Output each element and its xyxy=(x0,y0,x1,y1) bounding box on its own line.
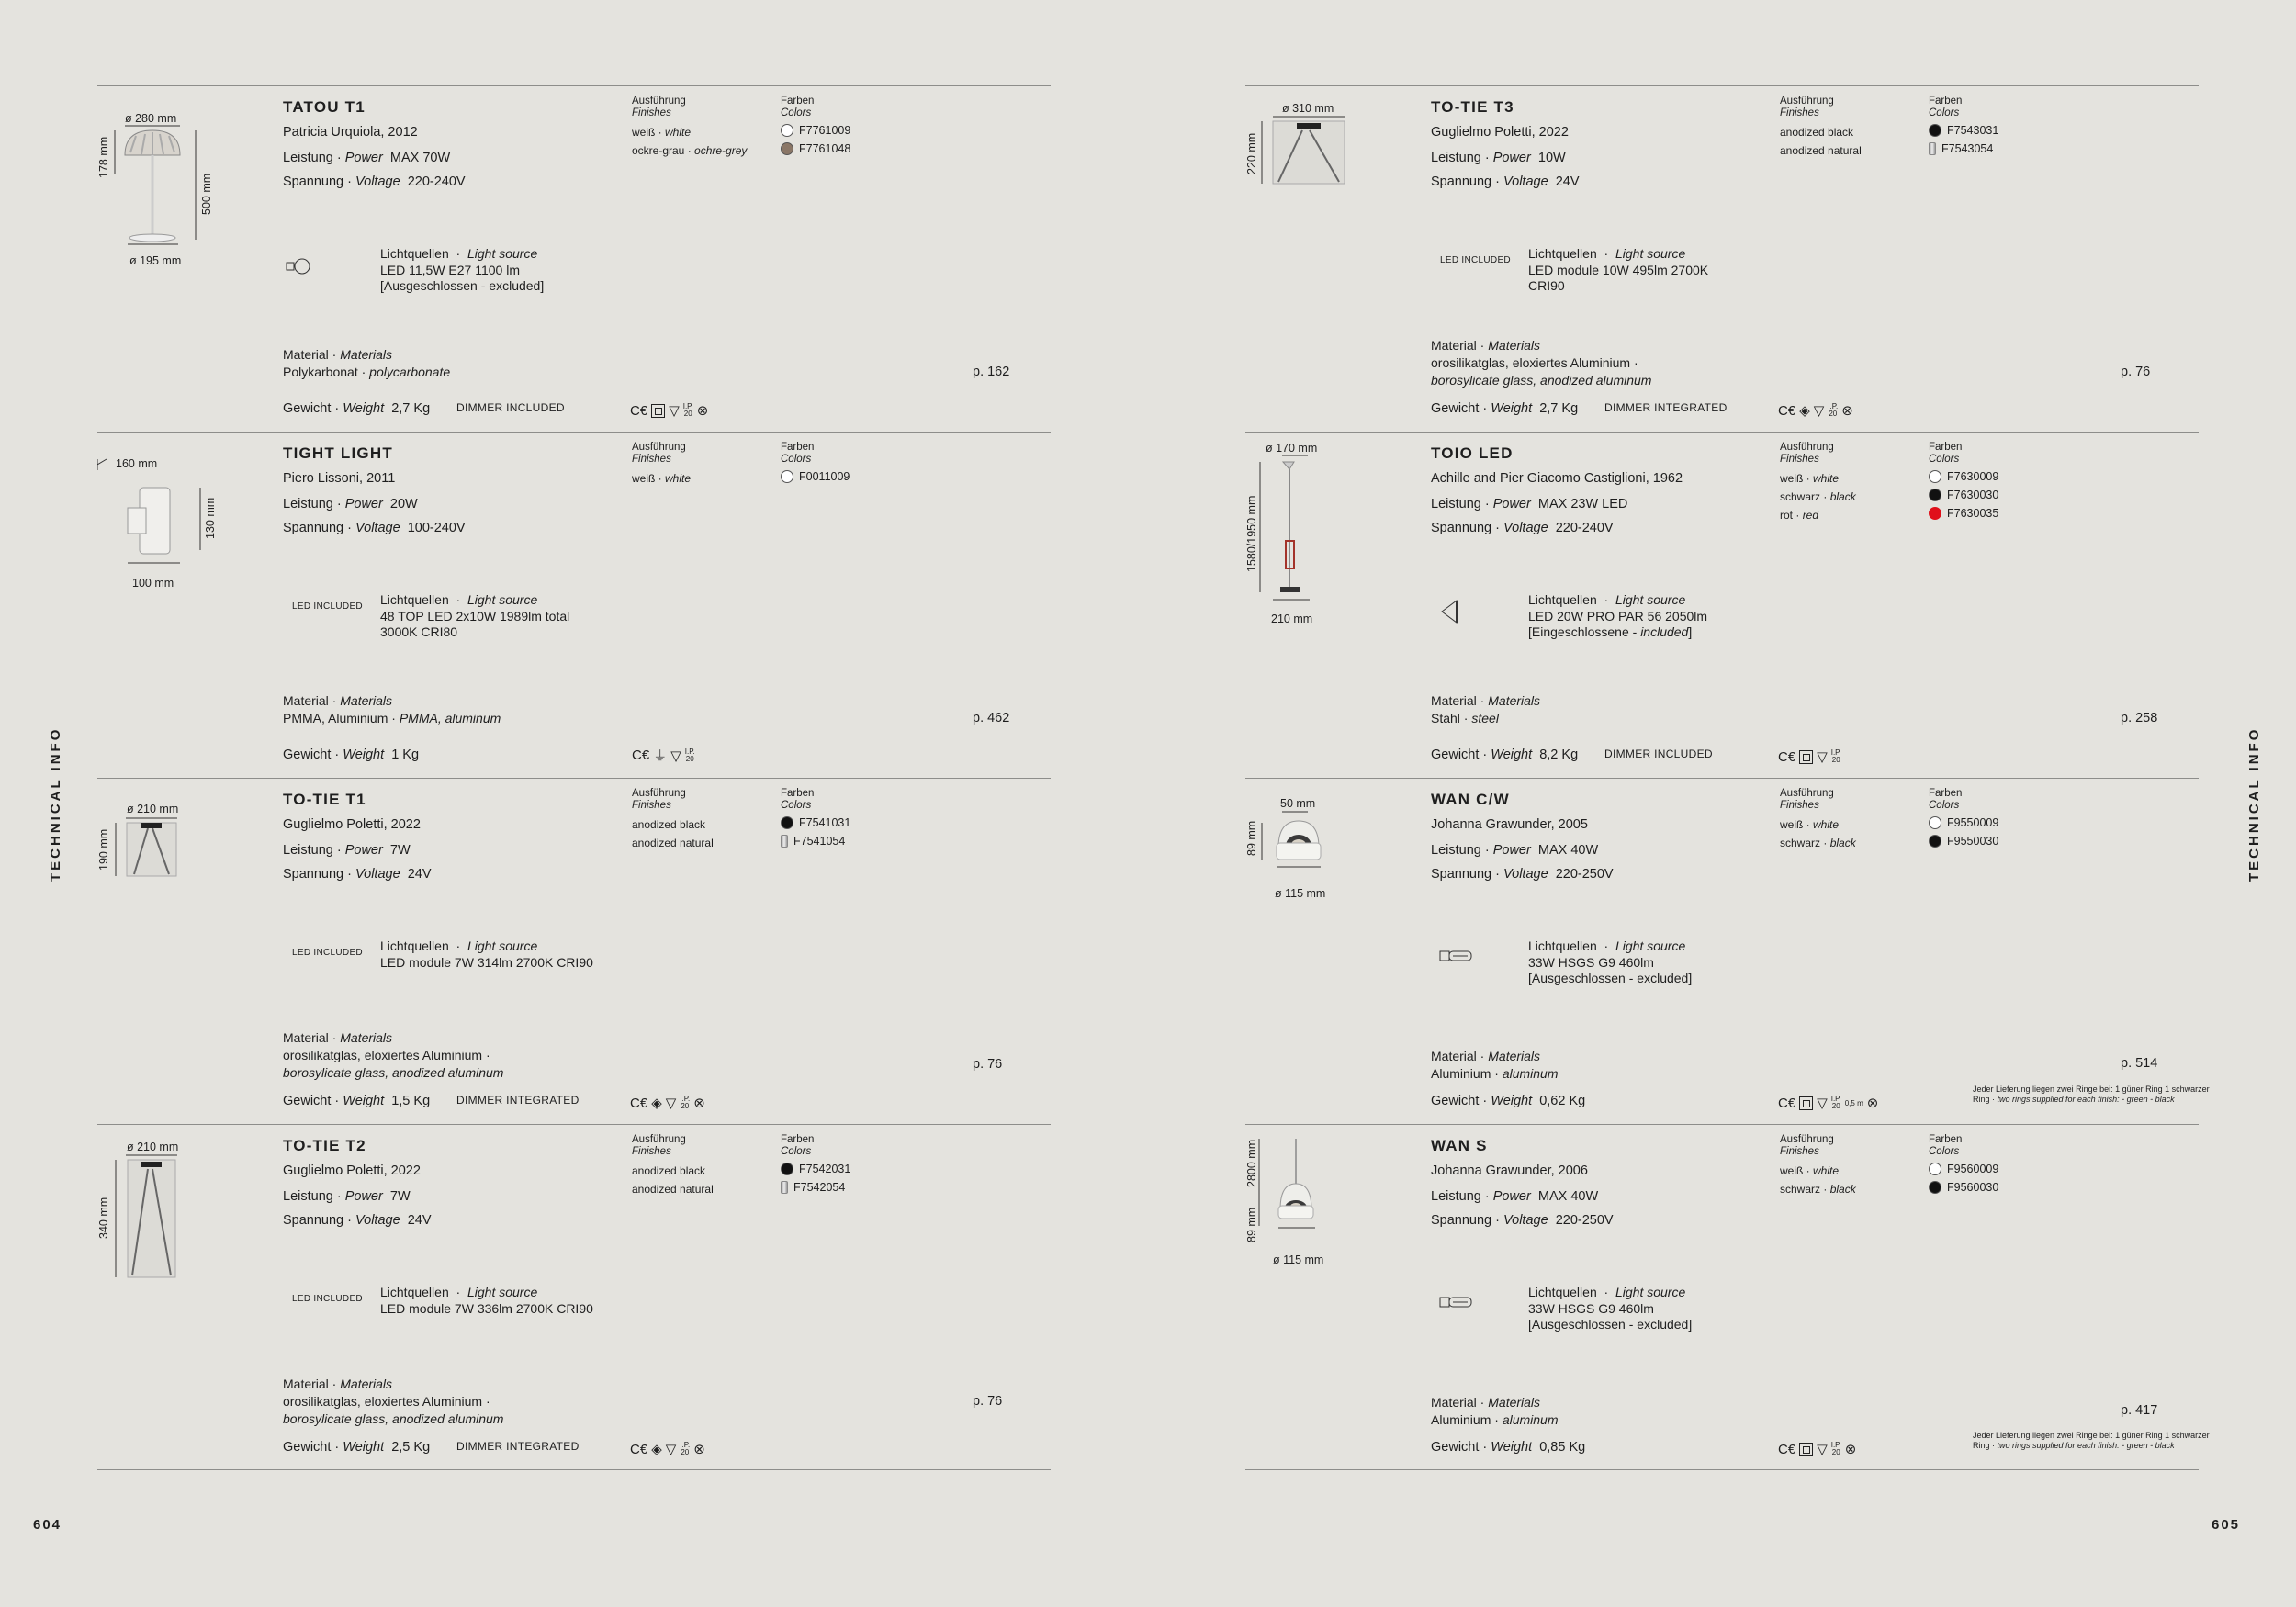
finish-item: weiß · white xyxy=(1780,818,1840,831)
white-swatch xyxy=(1929,470,1941,483)
wan-s-dim-bottom: ø 115 mm xyxy=(1273,1253,1324,1266)
voltage-spec: Spannung · Voltage 220-240V xyxy=(1431,521,1614,535)
f-mark-icon: ▽ xyxy=(669,403,680,419)
tight-dim-right: 130 mm xyxy=(204,497,217,539)
color-option: F7541054 xyxy=(781,835,845,848)
f-mark-icon: ▽ xyxy=(665,1096,677,1111)
product-designer: Guglielmo Poletti, 2022 xyxy=(283,1163,421,1178)
tight-light-drawing xyxy=(97,433,281,616)
finish-item: weiß · white xyxy=(632,472,692,485)
ip20-icon: I.P. 20 xyxy=(1828,402,1839,418)
product-designer: Patricia Urquiola, 2012 xyxy=(283,125,418,140)
finish-item: anodized natural xyxy=(632,1183,714,1196)
ip20-icon: I.P. 20 xyxy=(684,747,695,763)
color-option: F7630035 xyxy=(1929,507,1998,520)
toio-dim-top: ø 170 mm xyxy=(1266,442,1318,455)
weight-spec: Gewicht · Weight 8,2 Kg xyxy=(1431,747,1579,762)
toio-dim-left: 1580/1950 mm xyxy=(1245,495,1258,572)
power-spec: Leistung · Power MAX 40W xyxy=(1431,843,1599,858)
materials: Material · Materials orosilikatglas, eloxiertes Aluminium · borosylicate glass, anodized aluminum xyxy=(1431,338,1652,388)
led-included-badge: LED INCLUDED xyxy=(292,601,363,612)
ip20-icon: I.P. 20 xyxy=(680,1095,691,1110)
product-designer: Achille and Pier Giacomo Castiglioni, 1962 xyxy=(1431,471,1683,486)
product-wan-cw xyxy=(1245,778,2210,1124)
color-option: F9560009 xyxy=(1929,1163,1998,1175)
materials: Material · Materials PMMA, Aluminium · PMMA, aluminum xyxy=(283,693,501,725)
ip20-icon: I.P. 20 xyxy=(680,1441,691,1456)
color-option: F9550009 xyxy=(1929,816,1998,829)
light-source: Lichtquellen · Light source LED 20W PRO PAR 56 2050lm [Eingeschlossene - included] xyxy=(1528,592,1708,639)
power-spec: Leistung · Power MAX 23W LED xyxy=(1431,497,1628,511)
finish-item: weiß · white xyxy=(632,126,692,139)
ce-mark-icon: C€ xyxy=(630,1441,648,1457)
voltage-spec: Spannung · Voltage 100-240V xyxy=(283,521,466,535)
colors-header: Farben Colors xyxy=(781,442,815,465)
finish-item: ockre-grau · ochre-grey xyxy=(632,144,748,157)
power-spec: Leistung · Power MAX 70W xyxy=(283,151,451,165)
right-page xyxy=(1148,0,2296,1607)
wan-cw-dim-bottom: ø 115 mm xyxy=(1275,887,1326,900)
product-name: TIGHT LIGHT xyxy=(283,444,393,462)
power-spec: Leistung · Power 7W xyxy=(283,1189,411,1204)
distance-icon: 0,5 m xyxy=(1844,1098,1863,1107)
black-swatch xyxy=(1929,1181,1941,1194)
to-tie-t3-dim-left: 220 mm xyxy=(1245,132,1258,174)
color-option: F7761009 xyxy=(781,124,850,137)
f-mark-icon: ▽ xyxy=(1813,403,1825,419)
finish-item: weiß · white xyxy=(1780,1164,1840,1177)
page-reference: p. 76 xyxy=(973,1057,1003,1072)
materials: Material · Materials orosilikatglas, eloxiertes Aluminium · borosylicate glass, anodized aluminum xyxy=(283,1377,504,1426)
page-reference: p. 76 xyxy=(2121,365,2151,379)
product-designer: Johanna Grawunder, 2005 xyxy=(1431,817,1588,832)
finishes-header: Ausführung Finishes xyxy=(632,96,686,118)
colors-header: Farben Colors xyxy=(1929,788,1963,811)
product-name: WAN S xyxy=(1431,1137,1488,1154)
product-to-tie-t2 xyxy=(97,1124,1051,1470)
materials: Material · Materials Stahl · steel xyxy=(1431,693,1541,725)
ce-mark-icon: C€ xyxy=(630,1095,648,1111)
finish-item: anodized black xyxy=(632,1164,706,1177)
class-iii-icon: ◈ xyxy=(651,1442,662,1457)
color-option: F9560030 xyxy=(1929,1181,1998,1194)
color-option: F9550030 xyxy=(1929,835,1998,848)
class-ii-icon xyxy=(1799,750,1813,764)
to-tie-t2-dim-left: 340 mm xyxy=(97,1197,110,1239)
colors-header: Farben Colors xyxy=(1929,442,1963,465)
power-spec: Leistung · Power 10W xyxy=(1431,151,1566,165)
certification-icons xyxy=(630,1441,705,1457)
black-swatch xyxy=(1929,835,1941,848)
class-iii-icon: ◈ xyxy=(651,1096,662,1111)
class-iii-icon: ◈ xyxy=(1799,403,1810,419)
finish-item: rot · red xyxy=(1780,509,1819,522)
voltage-spec: Spannung · Voltage 220-240V xyxy=(283,174,466,189)
page-reference: p. 462 xyxy=(973,711,1010,725)
color-option: F7761048 xyxy=(781,142,850,155)
light-source: Lichtquellen · Light source 33W HSGS G9 460lm [Ausgeschlossen - excluded] xyxy=(1528,938,1693,985)
side-label-right: TECHNICAL INFO xyxy=(2246,726,2262,882)
ce-mark-icon: C€ xyxy=(1778,1441,1796,1457)
ip20-icon: I.P. 20 xyxy=(1830,748,1841,764)
rings-note: Jeder Lieferung liegen zwei Ringe bei: 1 güner Ring 1 schwarzer Ring · two rings supplied for each finish: - green - black xyxy=(1973,1431,2210,1450)
voltage-spec: Spannung · Voltage 220-250V xyxy=(1431,1213,1614,1228)
product-designer: Guglielmo Poletti, 2022 xyxy=(1431,125,1569,140)
colors-header: Farben Colors xyxy=(781,788,815,811)
finishes-header: Ausführung Finishes xyxy=(632,442,686,465)
class-ii-icon xyxy=(651,404,665,418)
earth-icon: ⏚ xyxy=(653,748,668,764)
certification-icons xyxy=(1778,748,1841,765)
wan-cw-drawing xyxy=(1245,779,1429,962)
to-tie-t2-drawing xyxy=(97,1125,281,1309)
to-tie-t1-drawing xyxy=(97,779,281,962)
ip20-icon: I.P. 20 xyxy=(682,402,693,418)
materials: Material · Materials orosilikatglas, eloxiertes Aluminium · borosylicate glass, anodized aluminum xyxy=(283,1030,504,1080)
colors-header: Farben Colors xyxy=(781,96,815,118)
dimmer-info: DIMMER INCLUDED xyxy=(1604,747,1713,760)
certification-icons xyxy=(630,402,708,419)
class-ii-icon xyxy=(1799,1096,1813,1110)
dimmer-info: DIMMER INCLUDED xyxy=(456,401,565,414)
toio-drawing xyxy=(1245,433,1429,625)
color-option: F7630030 xyxy=(1929,489,1998,501)
light-source: Lichtquellen · Light source LED module 7W 314lm 2700K CRI90 xyxy=(380,938,593,970)
power-spec: Leistung · Power MAX 40W xyxy=(1431,1189,1599,1204)
tatou-drawing xyxy=(97,86,281,270)
product-tatou-t1 xyxy=(97,85,1051,432)
natural-swatch xyxy=(781,1181,788,1194)
led-included-badge: LED INCLUDED xyxy=(292,948,363,958)
weight-spec: Gewicht · Weight 2,5 Kg xyxy=(283,1440,431,1455)
ip20-icon: I.P. 20 xyxy=(1830,1095,1841,1110)
g9-bulb-icon xyxy=(1438,949,1475,963)
black-swatch xyxy=(781,816,793,829)
red-swatch xyxy=(1929,507,1941,520)
par-lamp-icon xyxy=(1438,598,1462,625)
finish-item: anodized natural xyxy=(1780,144,1862,157)
to-tie-t3-dim-top: ø 310 mm xyxy=(1282,102,1334,115)
light-source: Lichtquellen · Light source LED module 10W 495lm 2700K CRI90 xyxy=(1528,246,1709,293)
finishes-header: Ausführung Finishes xyxy=(632,1134,686,1157)
voltage-spec: Spannung · Voltage 220-250V xyxy=(1431,867,1614,882)
color-option: F7541031 xyxy=(781,816,850,829)
weight-spec: Gewicht · Weight 1 Kg xyxy=(283,747,420,762)
wan-cw-dim-top: 50 mm xyxy=(1280,797,1316,810)
finishes-header: Ausführung Finishes xyxy=(632,788,686,811)
colors-header: Farben Colors xyxy=(781,1134,815,1157)
tatou-dim-bottom: ø 195 mm xyxy=(129,254,182,267)
weight-spec: Gewicht · Weight 0,85 Kg xyxy=(1431,1440,1586,1455)
tatou-dim-right: 500 mm xyxy=(200,173,213,215)
certification-icons xyxy=(1778,402,1853,419)
page-reference: p. 258 xyxy=(2121,711,2158,725)
certification-icons xyxy=(1778,1441,1856,1457)
color-option: F7543031 xyxy=(1929,124,1998,137)
power-spec: Leistung · Power 7W xyxy=(283,843,411,858)
finish-item: weiß · white xyxy=(1780,472,1840,485)
voltage-spec: Spannung · Voltage 24V xyxy=(1431,174,1580,189)
page-number-right: 605 xyxy=(2212,1517,2241,1533)
no-cover-icon: ⊗ xyxy=(696,403,709,419)
light-source: Lichtquellen · Light source 48 TOP LED 2x10W 1989lm total 3000K CRI80 xyxy=(380,592,570,639)
weight-spec: Gewicht · Weight 2,7 Kg xyxy=(1431,401,1579,416)
f-mark-icon: ▽ xyxy=(670,747,681,764)
product-designer: Johanna Grawunder, 2006 xyxy=(1431,1163,1588,1178)
product-name: TO-TIE T2 xyxy=(283,1137,366,1154)
f-mark-icon: ▽ xyxy=(1817,1096,1828,1111)
ce-mark-icon: C€ xyxy=(1778,402,1796,419)
bulb-icon xyxy=(285,257,314,275)
product-designer: Guglielmo Poletti, 2022 xyxy=(283,817,421,832)
product-name: TATOU T1 xyxy=(283,98,366,116)
product-tight-light xyxy=(97,432,1051,778)
power-spec: Leistung · Power 20W xyxy=(283,497,418,511)
finishes-header: Ausführung Finishes xyxy=(1780,96,1834,118)
to-tie-t1-dim-left: 190 mm xyxy=(97,828,110,871)
side-label-left: TECHNICAL INFO xyxy=(48,726,63,882)
black-swatch xyxy=(1929,124,1941,137)
weight-spec: Gewicht · Weight 2,7 Kg xyxy=(283,401,431,416)
weight-spec: Gewicht · Weight 1,5 Kg xyxy=(283,1094,431,1108)
no-cover-icon: ⊗ xyxy=(693,1442,705,1457)
product-name: TOIO LED xyxy=(1431,444,1514,462)
black-swatch xyxy=(781,1163,793,1175)
white-swatch xyxy=(781,124,793,137)
light-source: Lichtquellen · Light source 33W HSGS G9 460lm [Ausgeschlossen - excluded] xyxy=(1528,1285,1693,1332)
certification-icons xyxy=(1778,1095,1878,1111)
light-source: Lichtquellen · Light source LED module 7W 336lm 2700K CRI90 xyxy=(380,1285,593,1316)
to-tie-t3-drawing xyxy=(1245,86,1429,270)
materials: Material · Materials Aluminium · aluminum xyxy=(1431,1049,1559,1081)
product-name: TO-TIE T3 xyxy=(1431,98,1514,116)
ce-mark-icon: C€ xyxy=(1778,748,1796,765)
g9-bulb-icon xyxy=(1438,1295,1475,1309)
dimmer-info: DIMMER INTEGRATED xyxy=(1604,401,1728,414)
colors-header: Farben Colors xyxy=(1929,96,1963,118)
voltage-spec: Spannung · Voltage 24V xyxy=(283,1213,432,1228)
light-source: Lichtquellen · Light source LED 11,5W E27 1100 lm [Ausgeschlossen - excluded] xyxy=(380,246,545,293)
rings-note: Jeder Lieferung liegen zwei Ringe bei: 1 güner Ring 1 schwarzer Ring · two rings supplied for each finish: - green - black xyxy=(1973,1084,2210,1104)
finish-item: anodized black xyxy=(632,818,706,831)
tatou-dim-left: 178 mm xyxy=(97,136,110,178)
ce-mark-icon: C€ xyxy=(630,402,648,419)
color-option: F7630009 xyxy=(1929,470,1998,483)
ce-mark-icon: C€ xyxy=(1778,1095,1796,1111)
finish-item: anodized natural xyxy=(632,837,714,849)
wan-cw-dim-left: 89 mm xyxy=(1245,820,1258,856)
finish-item: schwarz · black xyxy=(1780,490,1856,503)
finish-item: anodized black xyxy=(1780,126,1854,139)
to-tie-t1-dim-top: ø 210 mm xyxy=(127,803,179,815)
no-cover-icon: ⊗ xyxy=(1841,403,1853,419)
f-mark-icon: ▽ xyxy=(1817,749,1828,765)
page-reference: p. 417 xyxy=(2121,1403,2158,1418)
weight-spec: Gewicht · Weight 0,62 Kg xyxy=(1431,1094,1586,1108)
page-number-left: 604 xyxy=(33,1517,62,1533)
materials: Material · Materials Aluminium · aluminum xyxy=(1431,1395,1559,1427)
product-to-tie-t1 xyxy=(97,778,1051,1124)
finishes-header: Ausführung Finishes xyxy=(1780,1134,1834,1157)
white-swatch xyxy=(1929,816,1941,829)
ochre-grey-swatch xyxy=(781,142,793,155)
certification-icons xyxy=(632,746,695,765)
wan-s-drawing xyxy=(1245,1125,1429,1309)
f-mark-icon: ▽ xyxy=(1817,1442,1828,1457)
no-cover-icon: ⊗ xyxy=(693,1096,705,1111)
class-ii-icon xyxy=(1799,1443,1813,1456)
color-option: F7542031 xyxy=(781,1163,850,1175)
materials: Material · Materials Polykarbonat · polycarbonate xyxy=(283,347,451,379)
natural-swatch xyxy=(1929,142,1936,155)
to-tie-t2-dim-top: ø 210 mm xyxy=(127,1141,179,1153)
product-toio-led xyxy=(1245,432,2199,778)
colors-header: Farben Colors xyxy=(1929,1134,1963,1157)
wan-s-dim-cable: 2800 mm xyxy=(1245,1139,1258,1187)
page-reference: p. 162 xyxy=(973,365,1010,379)
page-reference: p. 76 xyxy=(973,1394,1003,1409)
white-swatch xyxy=(1929,1163,1941,1175)
product-wan-s xyxy=(1245,1124,2210,1470)
white-swatch xyxy=(781,470,793,483)
natural-swatch xyxy=(781,835,788,848)
finishes-header: Ausführung Finishes xyxy=(1780,788,1834,811)
led-included-badge: LED INCLUDED xyxy=(1440,255,1511,265)
ce-mark-icon: C€ xyxy=(632,747,650,763)
product-name: WAN C/W xyxy=(1431,791,1510,808)
certification-icons xyxy=(630,1095,705,1111)
f-mark-icon: ▽ xyxy=(665,1442,677,1457)
product-designer: Piero Lissoni, 2011 xyxy=(283,471,396,486)
no-cover-icon: ⊗ xyxy=(1866,1096,1879,1111)
color-option: F7542054 xyxy=(781,1181,845,1194)
dimmer-info: DIMMER INTEGRATED xyxy=(456,1094,580,1107)
color-option: F0011009 xyxy=(781,470,850,483)
voltage-spec: Spannung · Voltage 24V xyxy=(283,867,432,882)
tatou-dim-top: ø 280 mm xyxy=(125,112,177,125)
toio-dim-bottom: 210 mm xyxy=(1271,612,1313,625)
finishes-header: Ausführung Finishes xyxy=(1780,442,1834,465)
tight-dim-bottom: 100 mm xyxy=(132,577,174,590)
color-option: F7543054 xyxy=(1929,142,1993,155)
led-included-badge: LED INCLUDED xyxy=(292,1294,363,1304)
finish-item: schwarz · black xyxy=(1780,1183,1856,1196)
product-name: TO-TIE T1 xyxy=(283,791,366,808)
dimmer-info: DIMMER INTEGRATED xyxy=(456,1440,580,1453)
product-to-tie-t3 xyxy=(1245,85,2199,432)
tight-dim-top: 160 mm xyxy=(116,457,158,470)
page-reference: p. 514 xyxy=(2121,1056,2158,1071)
finish-item: schwarz · black xyxy=(1780,837,1856,849)
no-cover-icon: ⊗ xyxy=(1844,1442,1857,1457)
wan-s-dim-left: 89 mm xyxy=(1245,1207,1258,1242)
black-swatch xyxy=(1929,489,1941,501)
ip20-icon: I.P. 20 xyxy=(1830,1441,1841,1456)
